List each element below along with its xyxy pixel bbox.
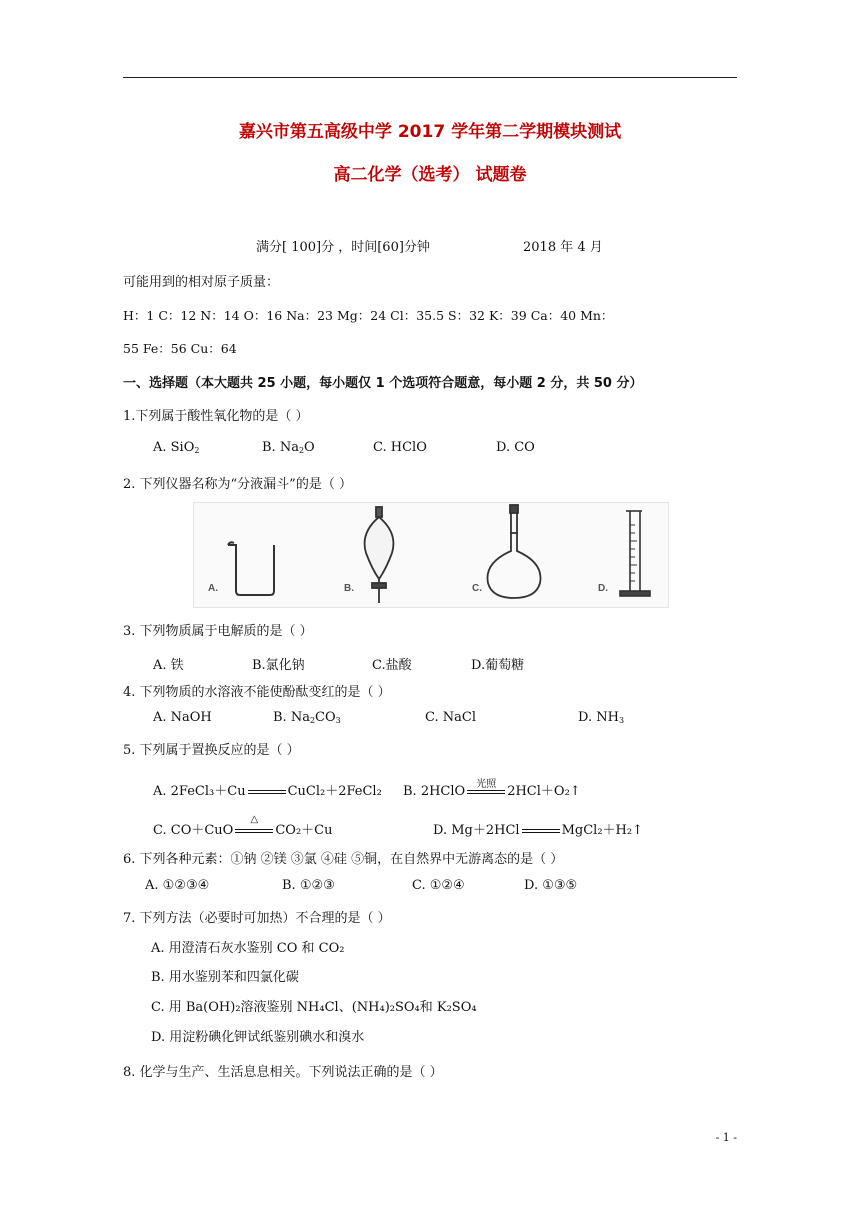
graduated-cylinder-drawing bbox=[620, 511, 650, 596]
q4-option-d: D. $NH_3$ bbox=[578, 710, 625, 725]
equals-sign bbox=[522, 824, 560, 838]
q6-stem: 6. 下列各种元素：①钠 ②镁 ③氯 ④硅 ⑤铜，在自然界中无游离态的是（ ） bbox=[123, 852, 564, 867]
q4-stem: 4. 下列物质的水溶液不能使酚酞变红的是（ ） bbox=[123, 685, 391, 700]
volumetric-flask-drawing bbox=[487, 505, 540, 598]
q7-stem: 7. 下列方法（必要时可加热）不合理的是（ ） bbox=[123, 911, 391, 926]
exam-date: 2018 年 4 月 bbox=[523, 240, 603, 255]
section-heading: 一、选择题（本大题共 25 小题，每小题仅 1 个选项符合题意，每小题 2 分，共 50 分） bbox=[123, 376, 643, 391]
masses-line-2: 55 Fe：56 Cu：64 bbox=[123, 341, 237, 356]
reaction-arrow-light: 光照 bbox=[467, 785, 505, 799]
q1-option-d: D. CO bbox=[496, 440, 535, 455]
q8-stem: 8. 化学与生产、生活息息相关。下列说法正确的是（ ） bbox=[123, 1065, 443, 1080]
q7-option-a: A. 用澄清石灰水鉴别 CO 和 CO₂ bbox=[151, 941, 345, 956]
apparatus-figure bbox=[193, 502, 669, 608]
apparatus-drawings bbox=[194, 503, 668, 607]
q6-option-b: B. ①②③ bbox=[282, 878, 335, 893]
q5-option-d: D. Mg＋2HCl MgCl₂＋H₂↑ bbox=[433, 823, 643, 838]
q7-option-d: D. 用淀粉碘化钾试纸鉴别碘水和溴水 bbox=[151, 1030, 365, 1045]
q6-option-d: D. ①③⑤ bbox=[524, 878, 578, 893]
q3-stem: 3. 下列物质属于电解质的是（ ） bbox=[123, 624, 313, 639]
q5-option-b: B. 2HClO 光照 2HCl＋O₂↑ bbox=[403, 778, 581, 799]
q2-label-b: B. bbox=[344, 583, 354, 594]
q1-option-c: C. HClO bbox=[373, 440, 427, 455]
exam-subtitle: 高二化学（选考） 试题卷 bbox=[333, 165, 527, 185]
reaction-arrow-heat: △ bbox=[235, 824, 273, 838]
q6-option-c: C. ①②④ bbox=[412, 878, 465, 893]
q1-option-b: B. $Na_2O$ bbox=[262, 440, 315, 455]
masses-line-1: H：1 C：12 N：14 O：16 Na：23 Mg：24 Cl：35.5 S：32 K：39 Ca：40 Mn： bbox=[123, 308, 614, 323]
q2-label-d: D. bbox=[598, 583, 608, 594]
q5-stem: 5. 下列属于置换反应的是（ ） bbox=[123, 743, 300, 758]
beaker-drawing bbox=[228, 542, 274, 595]
q2-stem: 2. 下列仪器名称为“分液漏斗”的是（ ） bbox=[123, 477, 352, 492]
q5-option-a: A. 2FeCl₃＋Cu CuCl₂＋2FeCl₂ bbox=[153, 784, 382, 799]
q7-option-c: C. 用 Ba(OH)₂溶液鉴别 NH₄Cl、(NH₄)₂SO₄和 K₂SO₄ bbox=[151, 1000, 477, 1015]
q2-label-a: A. bbox=[208, 583, 218, 594]
q2-label-c: C. bbox=[472, 583, 482, 594]
q6-option-a: A. ①②③④ bbox=[145, 878, 210, 893]
q3-option-b: B.氯化钠 bbox=[252, 658, 305, 673]
masses-heading: 可能用到的相对原子质量： bbox=[123, 275, 280, 290]
header-rule bbox=[123, 77, 737, 78]
page-number: - 1 - bbox=[715, 1131, 737, 1144]
q1-stem: 1.下列属于酸性氧化物的是（ ） bbox=[123, 409, 309, 424]
q4-option-a: A. NaOH bbox=[153, 710, 212, 725]
q4-option-c: C. NaCl bbox=[425, 710, 476, 725]
q3-option-d: D.葡萄糖 bbox=[471, 658, 525, 673]
equals-sign bbox=[248, 785, 286, 799]
q7-option-b: B. 用水鉴别苯和四氯化碳 bbox=[151, 970, 299, 985]
exam-title: 嘉兴市第五高级中学 2017 学年第二学期模块测试 bbox=[238, 122, 622, 142]
q3-option-a: A. 铁 bbox=[153, 658, 184, 673]
q1-option-a: A. SiO$_2$ bbox=[153, 440, 200, 455]
q3-option-c: C.盐酸 bbox=[372, 658, 412, 673]
score-time-info: 满分[ 100]分 ，时间[60]分钟 bbox=[256, 240, 430, 255]
q5-option-c: C. CO＋CuO △ CO₂＋Cu bbox=[153, 813, 333, 838]
separatory-funnel-drawing bbox=[365, 507, 394, 603]
q4-option-b: B. $Na_2CO_3$ bbox=[273, 710, 341, 725]
